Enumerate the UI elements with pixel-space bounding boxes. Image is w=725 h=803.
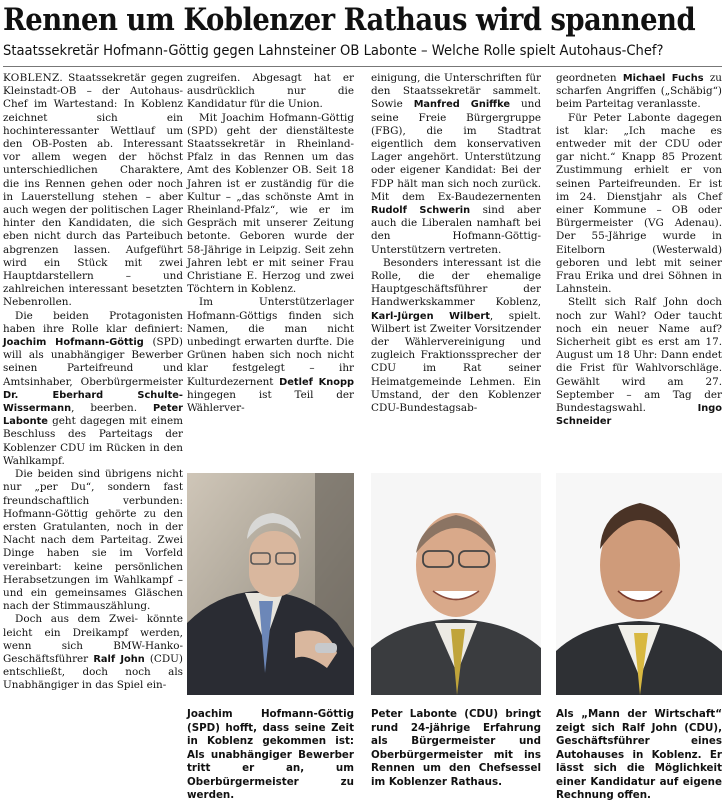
paragraph-text: Staatssekretär gegen Kleinstadt-OB – der Autohaus-Chef im Wartestand: In Koblenz zeichnet sich ein hochinteressanter Wettlauf um den OB-Posten ab. Interessant vor allem wegen der höchst unterschiedlichen Charaktere, die ins Rennen gehen oder noch in Lauerstellung stehen – aber auch wegen der politischen Lager hinter den Kandidaten, die sich eben nicht durch das Parteibuch abgrenzen lassen. Aufgeführt wird ein Stück mit zwei Hauptdarstellern – und zahlreichen interessant besetzten Nebenrollen. [3,72,183,309]
article-paragraph [3,613,183,692]
caption-text: Als „Mann der Wirtschaft“ zeigt sich Ralf John (CDU), Geschäftsführer eines Autohauses in Koblenz. Er lässt sich die Möglichkeit einer Kandidatur auf eigene Rechnung offen. [556,708,722,801]
article-paragraph [187,296,354,415]
article-paragraph [556,72,722,112]
paragraph-text: Im Unterstützerlager Hofmann-Göttigs finden sich Namen, die man nicht unbedingt erwarten durfte. Die Grünen haben sich noch nicht klar festgelegt – ihr Kulturdezernent [187,296,354,388]
paragraph-text: Stellt sich Ralf John doch noch zur Wahl? Oder taucht noch ein neuer Name auf? Sicherheit gibt es erst am 17. August um 18 Uhr: Dann endet die Frist für Wahlvorschläge. Gewählt wird am 27. September – am Tag der Bundestagswahl. [556,296,722,415]
portrait-image [371,473,541,695]
paragraph-text: Besonders interessant ist die Rolle, die der ehemalige Hauptgeschäftsführer der Handwerkskammer Koblenz, [371,256,541,309]
article-paragraph [371,257,541,415]
paragraph-text: sind aber auch die Liberalen namhaft bei den Hofmann-Göttig-Unterstützern vertreten. [371,204,541,256]
caption-text: Joachim Hofmann-Göttig (SPD) hofft, dass seine Zeit in Koblenz gekommen ist: Als unabhängiger Bewerber tritt er an, um Oberbürgermeister zu werden. [187,708,354,801]
headline: Rennen um Koblenzer Rathaus wird spannend [3,2,696,38]
paragraph-text: zu scharfen Angriffen („Schäbig“) beim Parteitag veranlasste. [556,72,722,111]
article-paragraph: zugreifen. Abgesagt hat er ausdrücklich nur die Kandidatur für die Union. [187,72,354,111]
article-paragraph [556,296,722,428]
photo-caption-3 [556,708,722,803]
article-column-4 [556,72,722,428]
person-name: Dr. Eberhard Schulte-Wissermann [3,389,183,415]
caption-text: Peter Labonte (CDU) bringt rund 24-jährige Erfahrung als Bürgermeister und Oberbürgermeister mit ins Rennen um den Chefsessel im Koblenzer Rathaus. [371,708,541,788]
person-name: Michael Fuchs [622,73,704,84]
paragraph-text: Die beiden Protagonisten haben ihre Rolle klar definiert: [3,309,183,335]
paragraph-text: hingegen ist Teil der Wählerver- [187,388,354,415]
paragraph-text: geordneten [556,72,617,84]
paragraph-text: (CDU) entschließt, doch noch als Unabhängiger in das Spiel ein- [3,652,183,692]
author-byline: Ingo Schneider [556,403,722,428]
person-name: Joachim Hofmann-Göttig [3,337,144,349]
portrait-image [556,473,722,695]
portrait-image [187,473,354,695]
paragraph-text: , beerben. [71,402,138,415]
photo-hofmann-goettig [187,473,354,695]
photo-caption-2 [371,708,541,789]
subheadline: Staatssekretär Hofmann-Göttig gegen Lahnsteiner OB Labonte – Welche Rolle spielt Autohaus-Chef? [3,42,664,59]
paragraph-text: (SPD) will als unabhängiger Bewerber seinen Parteifreund und Amtsinhaber, Oberbürgermeister [3,336,183,388]
person-name: Ralf John [93,653,145,665]
article-paragraph [3,310,183,468]
article-column-1 [3,72,183,693]
paragraph-text: und seine Freie Bürgergruppe (FBG), die im Stadtrat eigentlich dem konservativen Lager angehört. Unterstützung oder eigener Kandidat: Bei der FDP hält man sich noch zurück. Mit dem Ex-Baudezernenten [371,98,541,203]
paragraph-text: , spielt. Wilbert ist Zweiter Vorsitzender der Wählervereinigung und zugleich Fraktionssprecher der CDU im Rat seiner Heimatgemeinde Lehmen. Ein Umstand, der den Koblenzer CDU-Bundestagsab- [371,309,541,415]
article-column-3 [371,72,541,415]
photo-caption-1 [187,708,354,803]
person-name: Rudolf Schwerin [371,205,471,217]
paragraph-text: einigung, die Unterschriften für den Staatssekretär sammelt. Sowie [371,72,541,111]
photo-labonte [371,473,541,695]
paragraph-text: Doch aus dem Zwei- könnte leicht ein Dreikampf werden, wenn sich BMW-Hanko-Geschäftsführer [3,613,183,665]
person-name: Karl-Jürgen Wilbert [371,310,490,322]
paragraph-text: geht dagegen mit einem Beschluss des Parteitags der Koblenzer CDU im Rücken in den Wahlkampf. [3,415,184,467]
article-paragraph: Für Peter Labonte dagegen ist klar: „Ich mache es entweder mit der CDU oder gar nicht.“ Knapp 85 Prozent Zustimmung erhielt er von seinen Parteifreunden. Er ist im 24. Dienstjahr als Chef einer Kommune – OB oder Bürgermeister (VG Adenau). Der 55-Jährige wurde in Eitelborn (Westerwald) geboren und lebt mit seiner Frau Erika und drei Söhnen in Lahnstein. [556,111,722,296]
photo-ralf-john [556,473,722,695]
article-paragraph: Die beiden sind übrigens nicht nur „per Du“, sondern fast freundschaftlich verbunden: Hofmann-Göttig gehörte zu den ersten Gratulanten, noch in der Nacht nach dem Parteitag. Zwei Dinge haben sie im Vorfeld vereinbart: keine persönlichen Herabsetzungen im Wahlkampf – und ein gemeinsames Gläschen nach der Stimmauszählung. [3,468,183,613]
person-name: Peter Labonte [3,403,183,428]
divider [3,66,722,67]
person-name: Detlef Knopp [279,376,354,388]
dateline: KOBLENZ. [3,72,63,84]
article-paragraph: Mit Joachim Hofmann-Göttig (SPD) geht der dienstälteste Staatssekretär in Rheinland-Pfalz in das Rennen um das Amt des Koblenzer OB. Seit 18 Jahren ist er zuständig für die Kultur – „das schönste Amt in Rheinland-Pfalz“, wie er im Gespräch mit unserer Zeitung betonte. Geboren wurde der 58-Jährige in Leipzig. Seit zehn Jahren lebt er mit seiner Frau Christiane E. Herzog und zwei Töchtern in Koblenz. [187,111,354,296]
person-name: Manfred Gniffke [413,99,511,111]
article-paragraph [371,72,541,257]
article-column-2 [187,72,354,415]
article-paragraph [3,72,183,310]
